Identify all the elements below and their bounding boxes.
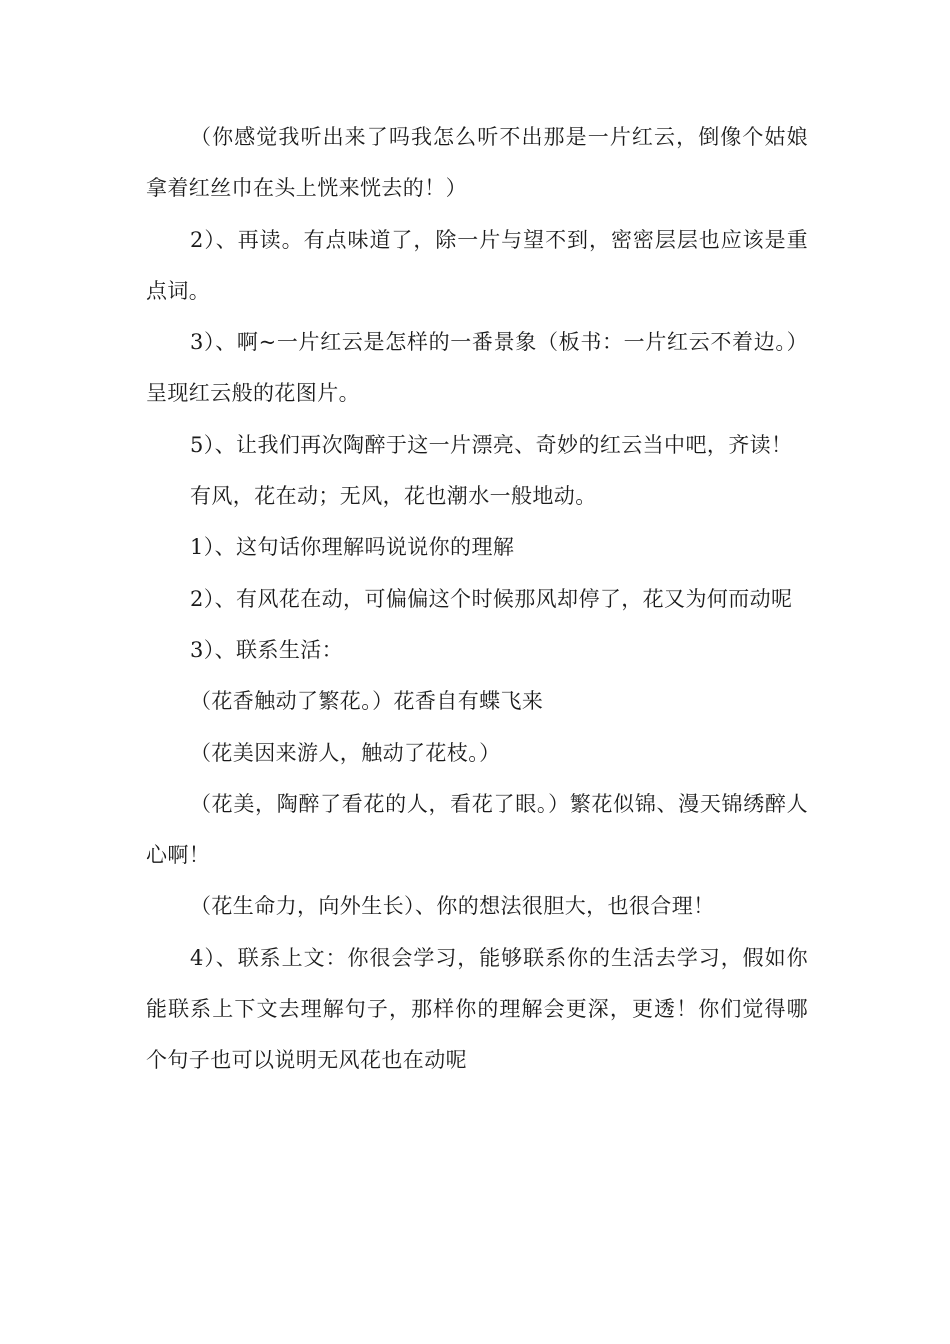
paragraph-5: 有风，花在动；无风，花也潮水一般地动。 — [190, 484, 597, 509]
paragraph-6: 1）、这句话你理解吗说说你的理解 — [190, 535, 515, 560]
paragraph-1: （你感觉我听出来了吗我怎么听不出那是一片红云，倒像个姑娘拿着红丝巾在头上恍来恍去的！） — [146, 125, 808, 201]
paragraph-9: （花香触动了繁花。）花香自有蝶飞来 — [190, 689, 544, 714]
document-body — [146, 112, 808, 1087]
paragraph-13: 4）、联系上文：你很会学习，能够联系你的生活去学习，假如你能联系上下文去理解句子，那样你的理解会更深，更透！你们觉得哪个句子也可以说明无风花也在动呢 — [146, 945, 808, 1073]
paragraph-2: 2）、再读。有点味道了，除一片与望不到，密密层层也应该是重点词。 — [146, 227, 808, 303]
paragraph-7: 2）、有风花在动，可偏偏这个时候那风却停了，花又为何而动呢 — [190, 586, 793, 611]
paragraph-10: （花美因来游人，触动了花枝。） — [190, 740, 501, 765]
paragraph-11: （花美，陶醉了看花的人，看花了眼。）繁花似锦、漫天锦绣醉人心啊！ — [146, 791, 808, 868]
paragraph-4: 5）、让我们再次陶醉于这一片漂亮、奇妙的红云当中吧，齐读！ — [190, 432, 793, 457]
paragraph-3: 3）、啊~一片红云是怎样的一番景象（板书：一片红云不着边。）呈现红云般的花图片。 — [146, 330, 808, 406]
paragraph-8: 3）、联系生活： — [190, 637, 344, 662]
paragraph-12: （花生命力，向外生长）、你的想法很胆大，也很合理！ — [190, 894, 715, 919]
